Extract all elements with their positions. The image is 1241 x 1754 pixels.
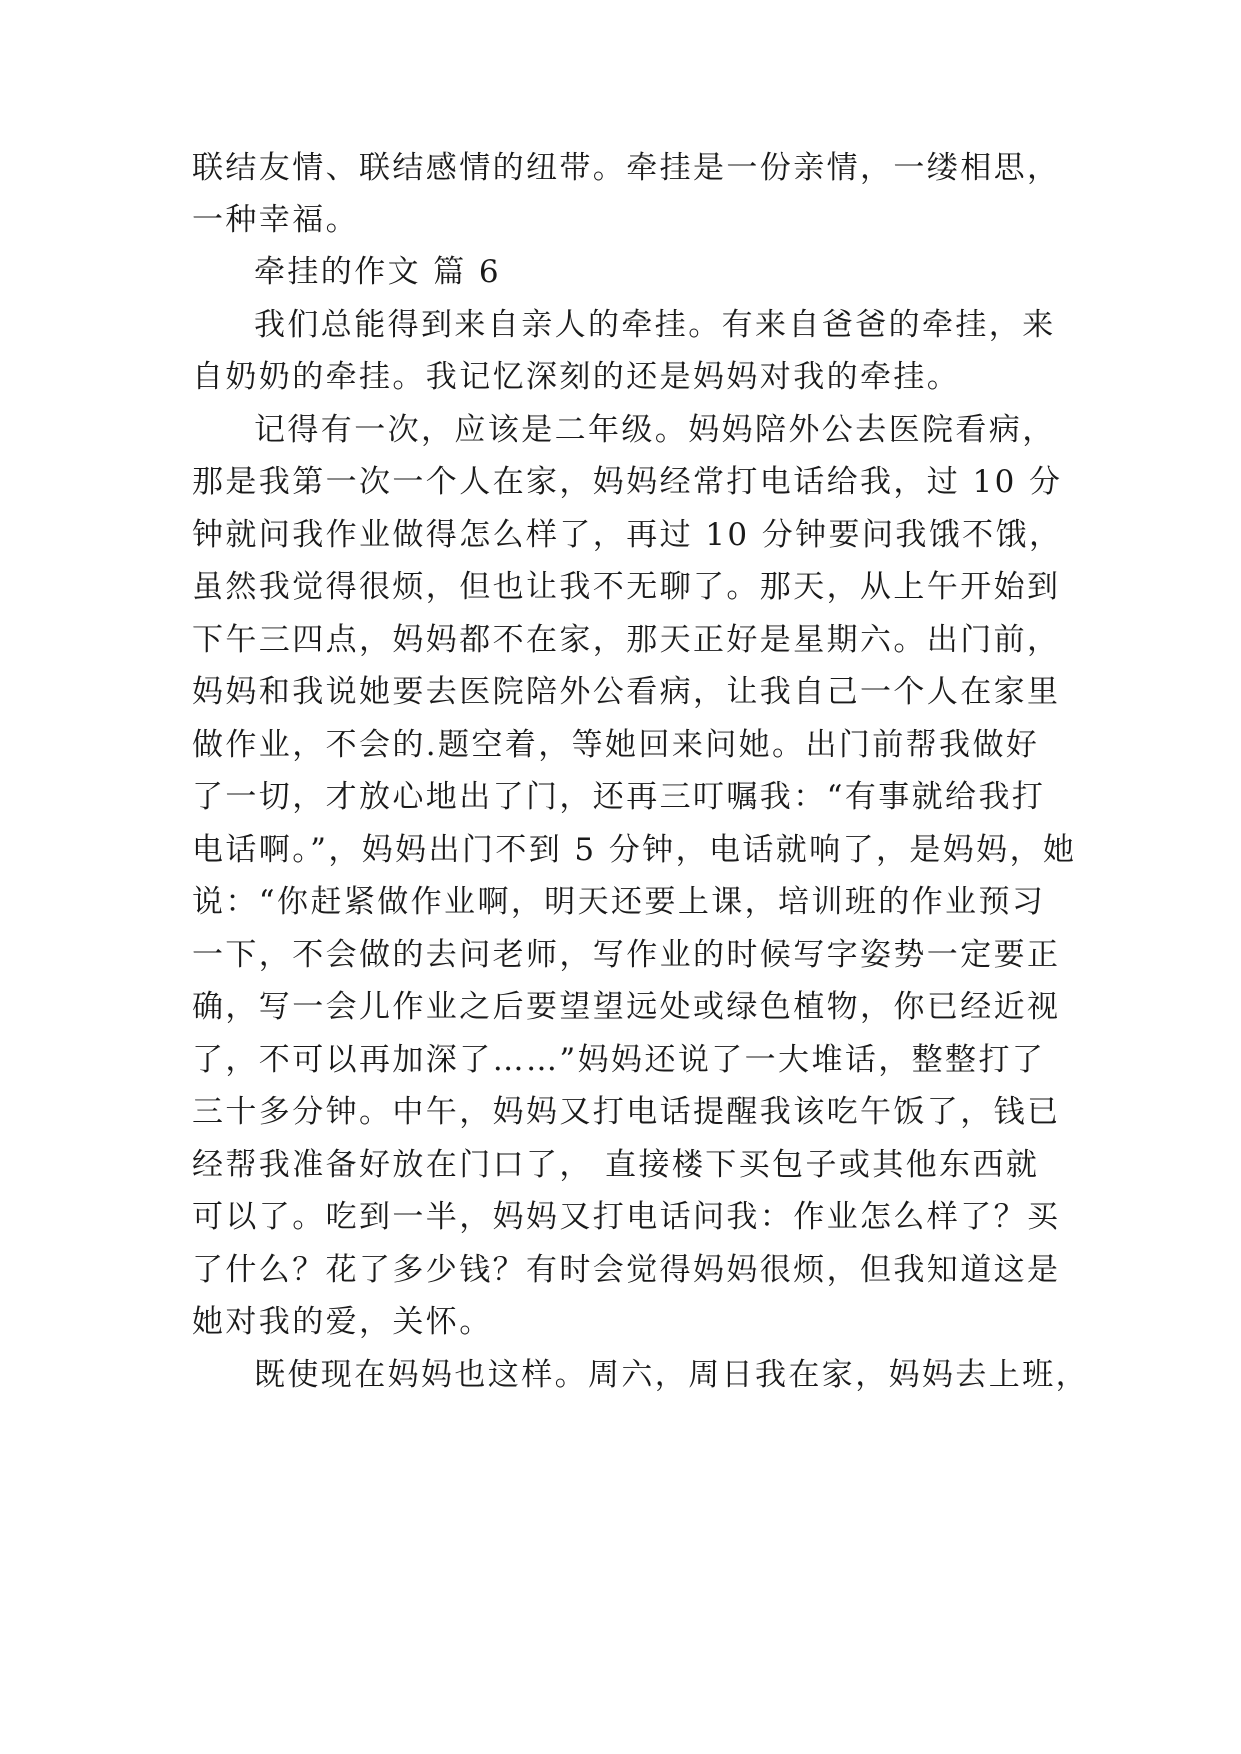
text-line: 三十多分钟。中午，妈妈又打电话提醒我该吃午饭了，钱已: [192, 1094, 1061, 1130]
text-line: 做作业，不会的.题空着，等她回来问她。出门前帮我做好: [192, 727, 1040, 763]
text-line: 我们总能得到来自亲人的牵挂。有来自爸爸的牵挂，来: [254, 307, 1056, 343]
text-line: 她对我的爱，关怀。: [192, 1304, 493, 1340]
text-line: 钟就问我作业做得怎么样了，再过 10 分钟要问我饿不饿，: [192, 517, 1063, 553]
text-line: 经帮我准备好放在门口了， 直接楼下买包子或其他东西就: [192, 1147, 1040, 1183]
text-line: 了一切，才放心地出了门，还再三叮嘱我：“有事就给我打: [192, 779, 1046, 815]
text-line: 既使现在妈妈也这样。周六，周日我在家，妈妈去上班，: [254, 1357, 1089, 1393]
text-line: 记得有一次，应该是二年级。妈妈陪外公去医院看病，: [254, 412, 1056, 448]
text-line: 虽然我觉得很烦，但也让我不无聊了。那天，从上午开始到: [192, 569, 1061, 605]
text-line: 可以了。吃到一半，妈妈又打电话问我：作业怎么样了？买: [192, 1199, 1061, 1235]
text-line: 了，不可以再加深了……”妈妈还说了一大堆话，整整打了: [192, 1042, 1046, 1078]
text-line: 妈妈和我说她要去医院陪外公看病，让我自己一个人在家里: [192, 674, 1061, 710]
text-line: 那是我第一次一个人在家，妈妈经常打电话给我，过 10 分: [192, 464, 1063, 500]
text-line: 说：“你赶紧做作业啊，明天还要上课，培训班的作业预习: [192, 884, 1046, 920]
text-line: 确，写一会儿作业之后要望望远处或绿色植物，你已经近视: [192, 989, 1061, 1025]
text-line: 一下，不会做的去问老师，写作业的时候写字姿势一定要正: [192, 937, 1061, 973]
text-line: 联结友情、联结感情的纽带。牵挂是一份亲情，一缕相思，: [192, 150, 1061, 186]
text-line: 下午三四点，妈妈都不在家，那天正好是星期六。出门前，: [192, 622, 1061, 658]
section-heading: 牵挂的作文 篇 6: [254, 254, 502, 290]
text-line: 了什么？花了多少钱？有时会觉得妈妈很烦，但我知道这是: [192, 1252, 1061, 1288]
text-line: 电话啊。”，妈妈出门不到 5 分钟，电话就响了，是妈妈，她: [192, 832, 1077, 868]
text-line: 一种幸福。: [192, 202, 359, 238]
text-line: 自奶奶的牵挂。我记忆深刻的还是妈妈对我的牵挂。: [192, 359, 961, 395]
